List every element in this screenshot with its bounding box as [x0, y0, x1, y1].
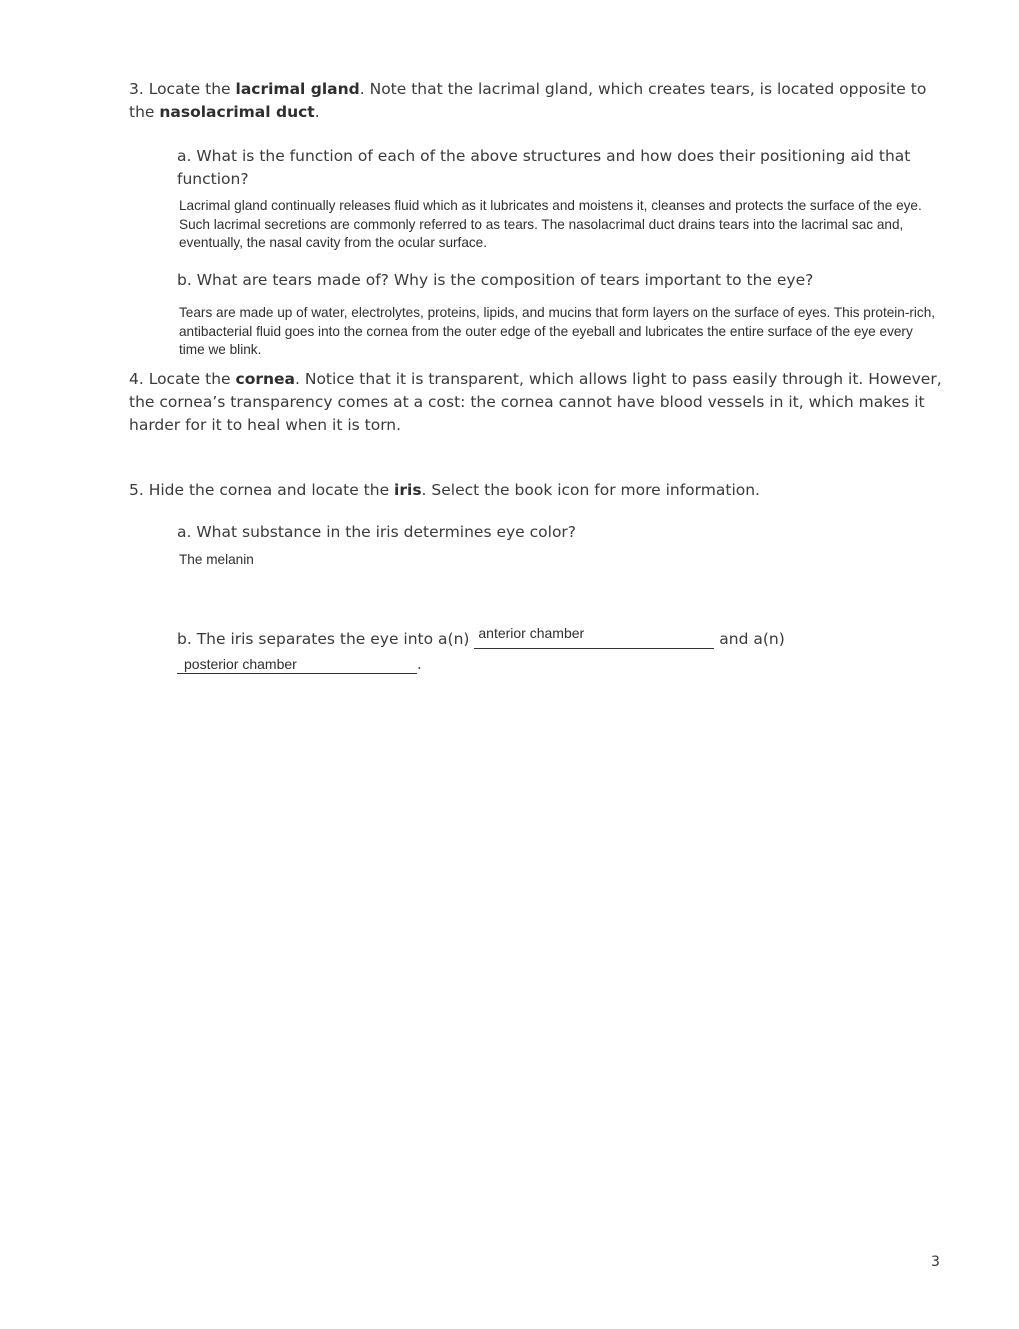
question-5b [177, 625, 937, 651]
question-3b: b. What are tears made of? Why is the composition of tears important to the eye? [177, 271, 814, 289]
term-nasolacrimal-duct: nasolacrimal duct [159, 103, 315, 121]
question-5b-line2 [177, 655, 422, 674]
question-3-text: . Note that the lacrimal gland, which creates tears, is located opposite to the [129, 80, 927, 121]
question-5-text: . Select the book icon for more information. [421, 481, 760, 499]
question-3-text: 3. Locate the [129, 80, 236, 98]
question-3-text: . [314, 103, 320, 121]
question-5-text: 5. Hide the cornea and locate the [129, 481, 395, 499]
question-3a: a. What is the function of each of the above structures and how does their positioning aid that function? [177, 147, 911, 188]
question-5b-period: . [417, 655, 422, 673]
term-lacrimal-gland: lacrimal gland [235, 80, 360, 98]
question-3 [129, 78, 949, 124]
blank-anterior-chamber-value: anterior chamber [478, 625, 585, 641]
blank-posterior-chamber[interactable] [177, 655, 417, 674]
question-5 [129, 479, 949, 502]
term-cornea: cornea [235, 370, 295, 388]
answer-3b[interactable]: Tears are made up of water, electrolytes, proteins, lipids, and mucins that form layers on the surface of eyes. This protein-rich, antibacterial fluid goes into the cornea from the outer edge of the eyeball and lubricates the entire surface of the eye every time we blink. [179, 305, 936, 357]
question-4-text: 4. Locate the [129, 370, 236, 388]
question-5b-text: b. The iris separates the eye into a(n) [177, 630, 475, 648]
answer-3a[interactable]: Lacrimal gland continually releases fluid which as it lubricates and moistens it, cleanses and protects the surface of the eye. Such lacrimal secretions are commonly referred to as tears. The nasolacrimal duct drains tears into the lacrimal sac and, eventually, the nasal cavity from the ocular surface. [179, 198, 922, 250]
question-4-text: . Notice that it is transparent, which allows light to pass easily through it. However, the cornea’s transparency comes at a cost: the cornea cannot have blood vessels in it, which makes it harder for it to heal when it is torn. [129, 370, 942, 434]
blank-anterior-chamber[interactable] [474, 625, 714, 649]
term-iris: iris [394, 481, 422, 499]
question-4 [129, 368, 944, 437]
page-number: 3 [931, 1254, 940, 1270]
answer-5a[interactable]: The melanin [179, 552, 254, 567]
question-5b-text: and a(n) [714, 630, 785, 648]
blank-posterior-chamber-value: posterior chamber [184, 656, 297, 672]
question-5a: a. What substance in the iris determines eye color? [177, 523, 577, 541]
